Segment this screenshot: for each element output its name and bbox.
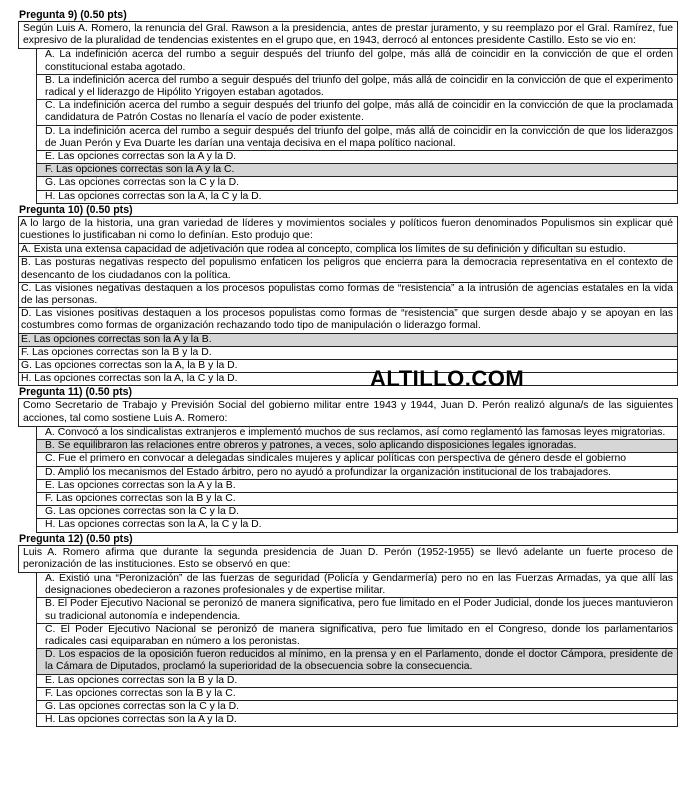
options-list (36, 427, 678, 533)
option-e[interactable]: E. Las opciones correctas son la A y la D. (37, 151, 677, 164)
question-stem: A lo largo de la historia, una gran variedad de líderes y movimientos sociales y políticos fueron denominados Populismos sin explicar qué cuestiones lo justificaban ni como lo definían. Esto produjo que: (18, 216, 678, 244)
question-10 (18, 204, 678, 387)
exam-page (18, 9, 678, 727)
option-g[interactable]: G. Las opciones correctas son la C y la D. (37, 701, 677, 714)
option-d[interactable]: D. Las visiones positivas destaquen a los procesos populistas como formas de “resistencia” que surgen desde abajo y se apoyan en las costumbres como formas de organización rechazando todo tipo de manipulación o liderazgo formal. (19, 308, 677, 333)
option-f[interactable]: F. Las opciones correctas son la A y la C. (37, 164, 677, 177)
option-a[interactable]: A. La indefinición acerca del rumbo a seguir después del triunfo del golpe, más allá de coincidir en la convicción de que el orden constitucional estaba agotado. (37, 49, 677, 74)
options-list (36, 49, 678, 203)
option-d[interactable]: D. La indefinición acerca del rumbo a seguir después del triunfo del golpe, más allá de coincidir en la convicción de que los liderazgos de Juan Perón y Eva Duarte les darían una ventaja decisiva en el mapa político nacional. (37, 126, 677, 151)
option-h[interactable]: H. Las opciones correctas son la A, la C y la D. (19, 373, 677, 386)
option-c[interactable]: C. Fue el primero en convocar a delegadas sindicales mujeres y aplicar políticas con perspectiva de género desde el gobierno (37, 453, 677, 466)
options-list (18, 244, 678, 386)
question-12 (18, 533, 678, 728)
option-a[interactable]: A. Convocó a los sindicalistas extranjeros e implementó muchos de sus reclamos, así como reglamentó las famosas leyes migratorias. (37, 427, 677, 440)
option-e[interactable]: E. Las opciones correctas son la A y la B. (37, 480, 677, 493)
option-b[interactable]: B. Se equilibraron las relaciones entre obreros y patrones, a veces, solo aplicando disposiciones legales ignoradas. (37, 440, 677, 453)
option-h[interactable]: H. Las opciones correctas son la A y la D. (37, 714, 677, 727)
option-f[interactable]: F. Las opciones correctas son la B y la D. (19, 347, 677, 360)
question-9 (18, 9, 678, 204)
question-stem: Según Luis A. Romero, la renuncia del Gral. Rawson a la presidencia, antes de prestar juramento, y su reemplazo por el Gral. Ramírez, fue expresivo de la pluralidad de tendencias existentes en el grupo que, en 1943, derrocó al entonces presidente Castillo. Esto se vio en: (18, 21, 678, 49)
option-e[interactable]: E. Las opciones correctas son la A y la B. (19, 334, 677, 347)
option-b[interactable]: B. El Poder Ejecutivo Nacional se peronizó de manera significativa, pero fue limitado en el Poder Judicial, donde los jueces mantuvieron su tradicional autonomía e independencia. (37, 598, 677, 623)
option-c[interactable]: C. La indefinición acerca del rumbo a seguir después del triunfo del golpe, más allá de coincidir en la convicción de que la proclamada candidatura de Patrón Costas no llenaría el vacío de poder existente. (37, 100, 677, 125)
option-e[interactable]: E. Las opciones correctas son la B y la D. (37, 675, 677, 688)
option-f[interactable]: F. Las opciones correctas son la B y la C. (37, 688, 677, 701)
question-header: Pregunta 12) (0.50 pts) (19, 532, 133, 545)
option-g[interactable]: G. Las opciones correctas son la A, la B y la D. (19, 360, 677, 373)
question-header: Pregunta 9) (0.50 pts) (19, 9, 127, 21)
options-list (36, 573, 678, 727)
question-stem: Como Secretario de Trabajo y Previsión Social del gobierno militar entre 1943 y 1944, Juan D. Perón realizó alguna/s de las siguientes acciones, tal como sostiene Luis A. Romero: (18, 398, 678, 426)
option-d[interactable]: D. Amplió los mecanismos del Estado árbitro, pero no ayudó a profundizar la organización institucional de los trabajadores. (37, 467, 677, 480)
option-d[interactable]: D. Los espacios de la oposición fueron reducidos al mínimo, en la prensa y en el Parlamento, donde el doctor Cámpora, presidente de la Cámara de Diputados, proclamó la superioridad de la obsecuencia sobre la consecuencia. (37, 649, 677, 674)
question-stem: Luis A. Romero afirma que durante la segunda presidencia de Juan D. Perón (1952-1955) se llevó adelante un fuerte proceso de peronización de las instituciones. Esto se observó en que: (18, 545, 678, 573)
question-header: Pregunta 11) (0.50 pts) (19, 386, 133, 399)
option-a[interactable]: A. Existió una “Peronización” de las fuerzas de seguridad (Policía y Gendarmería) pero no en las Fuerzas Armadas, ya que allí las designaciones obedecieron a razones profesionales y de expertise militar. (37, 573, 677, 598)
option-c[interactable]: C. Las visiones negativas destaquen a los procesos populistas como formas de “resistencia” a la intrusión de agencias estatales en la vida de las personas. (19, 283, 677, 308)
option-g[interactable]: G. Las opciones correctas son la C y la D. (37, 506, 677, 519)
option-g[interactable]: G. Las opciones correctas son la C y la D. (37, 177, 677, 190)
option-h[interactable]: H. Las opciones correctas son la A, la C y la D. (37, 191, 677, 204)
option-h[interactable]: H. Las opciones correctas son la A, la C y la D. (37, 519, 677, 532)
option-c[interactable]: C. El Poder Ejecutivo Nacional se peronizó de manera significativa, pero fue limitado en el Congreso, donde los parlamentarios radicales casi equiparaban en número a los peronistas. (37, 624, 677, 649)
option-b[interactable]: B. La indefinición acerca del rumbo a seguir después del triunfo del golpe, más allá de coincidir en la convicción de que el experimento radical y el liderazgo de Hipólito Yrigoyen estaban agotados. (37, 75, 677, 100)
question-11 (18, 386, 678, 532)
watermark: ALTILLO.COM (370, 366, 525, 391)
option-b[interactable]: B. Las posturas negativas respecto del populismo enfaticen los peligros que encierra para la democracia representativa en el contexto de desencanto de los ciudadanos con la política. (19, 257, 677, 282)
question-header: Pregunta 10) (0.50 pts) (19, 203, 133, 216)
option-a[interactable]: A. Exista una extensa capacidad de adjetivación que rodea al concepto, complica los límites de su definición y dificultan su estudio. (19, 244, 677, 257)
option-f[interactable]: F. Las opciones correctas son la B y la C. (37, 493, 677, 506)
